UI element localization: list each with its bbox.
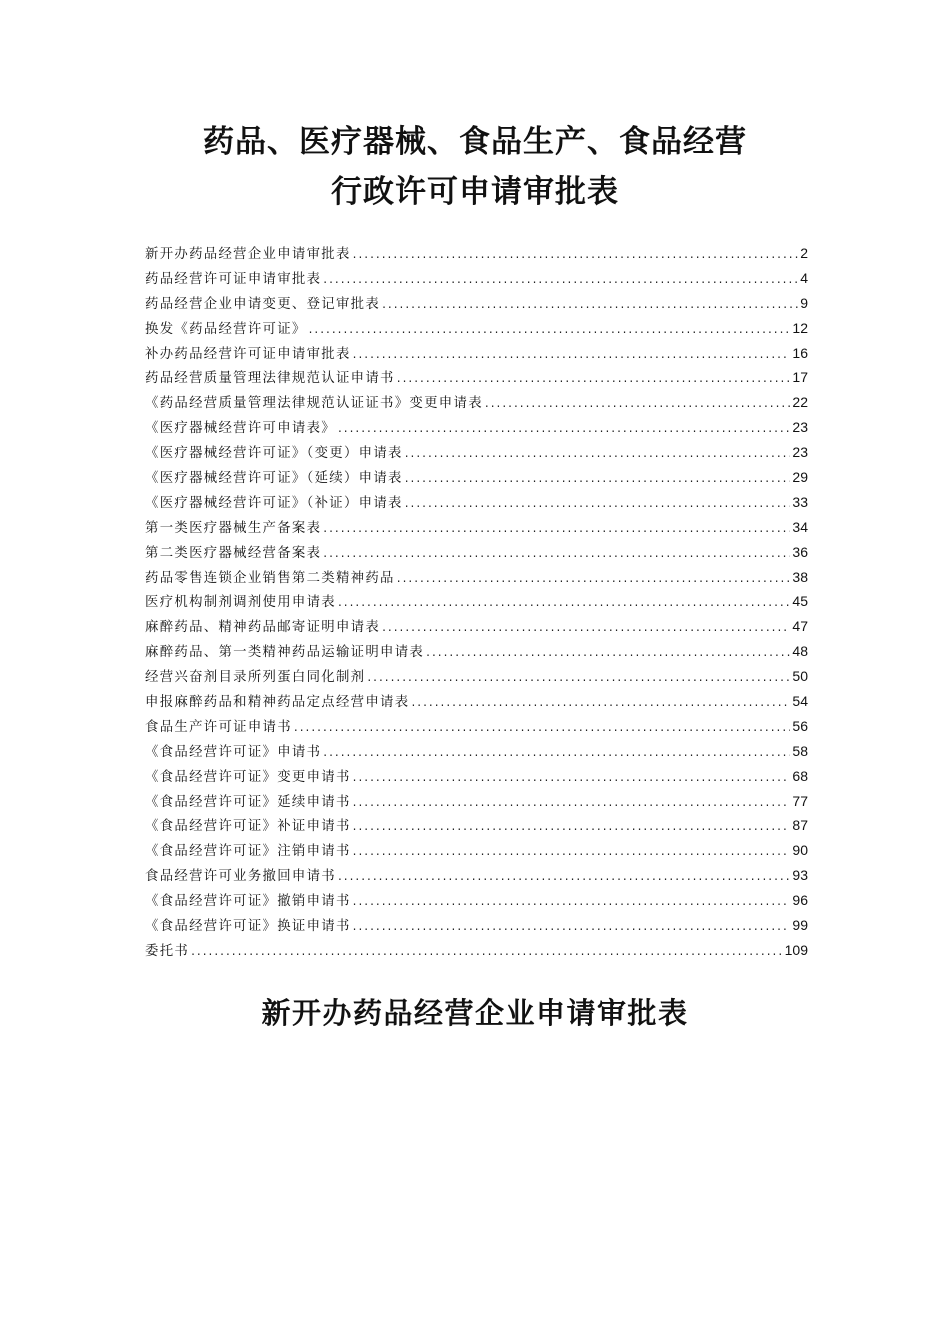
toc-entry[interactable]	[145, 266, 808, 291]
toc-entry[interactable]	[145, 764, 808, 789]
toc-dot-leader	[323, 516, 790, 540]
toc-entry-label: 食品生产许可证申请书	[145, 719, 292, 735]
toc-entry-label: 《医疗器械经营许可申请表》	[145, 421, 336, 437]
toc-dot-leader	[353, 242, 799, 266]
toc-entry-page-number: 17	[792, 369, 808, 386]
toc-entry-label: 麻醉药品、精神药品邮寄证明申请表	[145, 620, 381, 636]
toc-entry-page-number: 50	[792, 668, 808, 685]
toc-entry[interactable]	[145, 415, 808, 440]
toc-entry[interactable]	[145, 664, 808, 689]
toc-entry[interactable]	[145, 689, 808, 714]
toc-entry-label: 《食品经营许可证》注销申请书	[145, 844, 351, 860]
toc-entry-page-number: 47	[792, 618, 808, 635]
toc-entry-label: 麻醉药品、第一类精神药品运输证明申请表	[145, 645, 425, 661]
toc-entry-label: 食品经营许可业务撤回申请书	[145, 869, 336, 885]
toc-entry[interactable]	[145, 789, 808, 814]
toc-entry[interactable]	[145, 291, 808, 316]
toc-dot-leader	[338, 590, 790, 614]
toc-entry-label: 经营兴奋剂目录所列蛋白同化制剂	[145, 670, 366, 686]
toc-dot-leader	[411, 690, 790, 714]
toc-entry[interactable]	[145, 540, 808, 565]
toc-entry-label: 委托书	[145, 943, 190, 959]
toc-entry[interactable]	[145, 888, 808, 913]
toc-dot-leader	[309, 317, 791, 341]
toc-dot-leader	[323, 541, 790, 565]
toc-entry[interactable]	[145, 440, 808, 465]
toc-entry-page-number: 96	[792, 892, 808, 909]
toc-dot-leader	[353, 790, 791, 814]
toc-entry-page-number: 45	[792, 593, 808, 610]
toc-entry-page-number: 58	[792, 742, 808, 759]
toc-dot-leader	[405, 491, 791, 515]
toc-dot-leader	[382, 292, 798, 316]
toc-entry-page-number: 48	[792, 643, 808, 660]
toc-entry[interactable]	[145, 838, 808, 863]
toc-dot-leader	[338, 416, 790, 440]
toc-dot-leader	[382, 615, 790, 639]
toc-entry[interactable]	[145, 739, 808, 764]
toc-entry-page-number: 22	[792, 394, 808, 411]
toc-entry-page-number: 33	[792, 493, 808, 510]
toc-entry[interactable]	[145, 813, 808, 838]
toc-entry-page-number: 99	[792, 917, 808, 934]
document-title-line-2: 行政许可申请审批表	[331, 174, 619, 210]
toc-entry-page-number: 36	[792, 543, 808, 560]
toc-entry-label: 换发《药品经营许可证》	[145, 321, 307, 337]
toc-entry[interactable]	[145, 614, 808, 639]
toc-entry[interactable]	[145, 589, 808, 614]
toc-entry-label: 《医疗器械经营许可证》（变更）申请表	[145, 446, 403, 462]
toc-dot-leader	[405, 441, 791, 465]
document-title-line-1: 药品、医疗器械、食品生产、食品经营	[203, 124, 747, 160]
toc-dot-leader	[338, 864, 790, 888]
toc-entry-label: 补办药品经营许可证申请审批表	[145, 346, 351, 362]
toc-dot-leader	[353, 839, 791, 863]
toc-dot-leader	[397, 366, 791, 390]
toc-entry[interactable]	[145, 515, 808, 540]
toc-entry-page-number: 23	[792, 444, 808, 461]
toc-entry[interactable]	[145, 465, 808, 490]
toc-entry[interactable]	[145, 241, 808, 266]
toc-dot-leader	[367, 665, 790, 689]
toc-entry-page-number: 54	[792, 693, 808, 710]
toc-dot-leader	[485, 391, 791, 415]
toc-entry-label: 《食品经营许可证》补证申请书	[145, 819, 351, 835]
toc-dot-leader	[323, 740, 790, 764]
toc-entry-label: 《医疗器械经营许可证》（补证）申请表	[145, 495, 403, 511]
toc-entry-label: 《食品经营许可证》变更申请书	[145, 769, 351, 785]
toc-entry-label: 药品经营质量管理法律规范认证申请书	[145, 371, 395, 387]
toc-dot-leader	[426, 640, 790, 664]
toc-entry-page-number: 109	[784, 941, 808, 958]
toc-entry-label: 第一类医疗器械生产备案表	[145, 520, 322, 536]
toc-entry[interactable]	[145, 863, 808, 888]
toc-entry-page-number: 93	[792, 867, 808, 884]
toc-entry-label: 药品零售连锁企业销售第二类精神药品	[145, 570, 395, 586]
toc-entry[interactable]	[145, 365, 808, 390]
toc-entry-label: 第二类医疗器械经营备案表	[145, 545, 322, 561]
toc-dot-leader	[294, 715, 791, 739]
toc-entry-page-number: 2	[800, 245, 808, 261]
toc-entry[interactable]	[145, 565, 808, 590]
toc-dot-leader	[191, 939, 783, 963]
section-heading: 新开办药品经营企业申请审批表	[261, 996, 689, 1030]
toc-entry[interactable]	[145, 316, 808, 341]
toc-entry-label: 药品经营许可证申请审批表	[145, 271, 322, 287]
toc-entry-page-number: 29	[792, 469, 808, 486]
toc-entry[interactable]	[145, 390, 808, 415]
toc-entry-page-number: 12	[792, 319, 808, 336]
toc-dot-leader	[405, 466, 791, 490]
toc-entry-label: 《药品经营质量管理法律规范认证证书》变更申请表	[145, 396, 483, 412]
toc-entry-page-number: 34	[792, 518, 808, 535]
toc-dot-leader	[353, 342, 791, 366]
toc-entry-page-number: 38	[792, 568, 808, 585]
toc-dot-leader	[353, 765, 791, 789]
toc-entry-page-number: 4	[800, 269, 808, 286]
toc-entry-page-number: 87	[792, 817, 808, 834]
toc-entry-label: 《食品经营许可证》换证申请书	[145, 919, 351, 935]
toc-entry-page-number: 23	[792, 419, 808, 436]
toc-dot-leader	[353, 814, 791, 838]
toc-entry[interactable]	[145, 639, 808, 664]
toc-entry-label: 《食品经营许可证》申请书	[145, 744, 322, 760]
toc-entry-page-number: 90	[792, 842, 808, 859]
toc-dot-leader	[323, 267, 798, 291]
toc-entry-label: 《食品经营许可证》延续申请书	[145, 794, 351, 810]
toc-entry-page-number: 56	[792, 717, 808, 734]
toc-entry[interactable]	[145, 714, 808, 739]
toc-entry-label: 医疗机构制剂调剂使用申请表	[145, 595, 336, 611]
toc-entry-page-number: 9	[800, 294, 808, 311]
toc-entry[interactable]	[145, 341, 808, 366]
toc-entry-label: 药品经营企业申请变更、登记审批表	[145, 296, 381, 312]
toc-entry[interactable]	[145, 913, 808, 938]
toc-entry-label: 新开办药品经营企业申请审批表	[145, 247, 351, 262]
toc-entry-page-number: 16	[792, 344, 808, 361]
toc-entry-page-number: 77	[792, 792, 808, 809]
toc-entry-page-number: 68	[792, 767, 808, 784]
toc-entry[interactable]	[145, 938, 808, 963]
table-of-contents	[145, 241, 808, 963]
toc-dot-leader	[353, 914, 791, 938]
toc-entry-label: 《食品经营许可证》撤销申请书	[145, 894, 351, 910]
toc-entry-label: 《医疗器械经营许可证》（延续）申请表	[145, 471, 403, 487]
toc-dot-leader	[353, 889, 791, 913]
toc-dot-leader	[397, 566, 791, 590]
toc-entry[interactable]	[145, 490, 808, 515]
toc-entry-label: 申报麻醉药品和精神药品定点经营申请表	[145, 695, 410, 711]
